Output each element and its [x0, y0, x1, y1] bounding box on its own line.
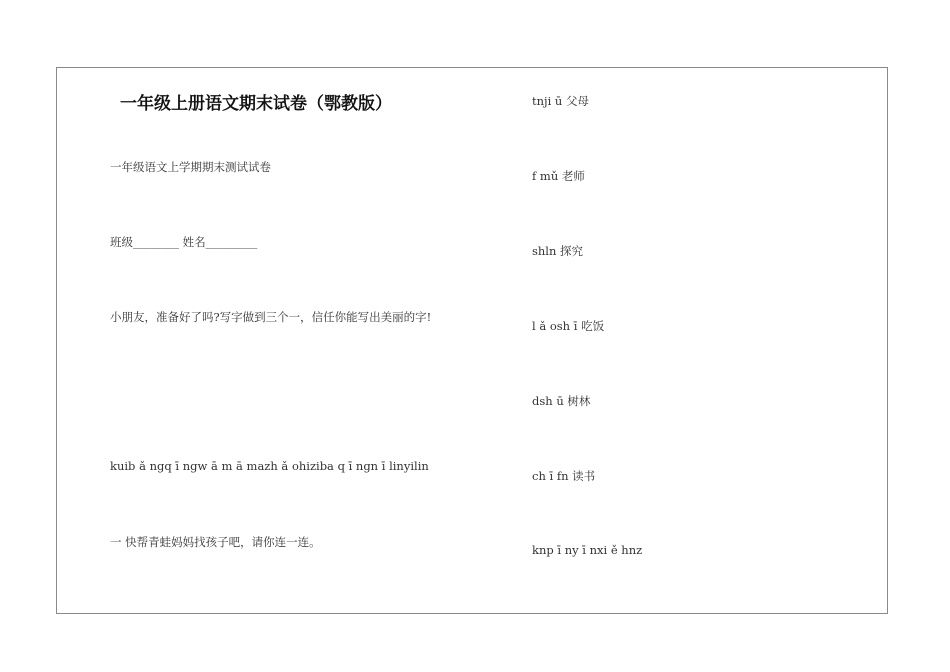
- intro-text: 小朋友，准备好了吗?写字做到三个一，信任你能写出美丽的字!: [110, 310, 432, 324]
- matching-item: f mǔ 老师: [532, 169, 585, 183]
- class-name-line: 班级________ 姓名_________: [110, 235, 258, 249]
- matching-item: l ǎ osh ī 吃饭: [532, 319, 605, 333]
- matching-item: tnji ū 父母: [532, 94, 589, 108]
- matching-item: shln 探究: [532, 244, 584, 258]
- document-subtitle: 一年级语文上学期期末测试试卷: [110, 160, 271, 174]
- matching-item: ch ī fn 读书: [532, 469, 596, 483]
- matching-item: dsh ū 树林: [532, 394, 591, 408]
- question-one: 一 快帮青蛙妈妈找孩子吧，请你连一连。: [110, 535, 321, 549]
- pinyin-line: kuib ǎ ngq ī ngw ā m ā mazh ǎ ohiziba q ī ngn ī linyilin: [110, 459, 429, 473]
- document-title: 一年级上册语文期末试卷（鄂教版）: [120, 94, 392, 114]
- exam-sheet-border: [56, 67, 888, 614]
- matching-item: knp ī ny ī nxi ě hnz: [532, 543, 643, 557]
